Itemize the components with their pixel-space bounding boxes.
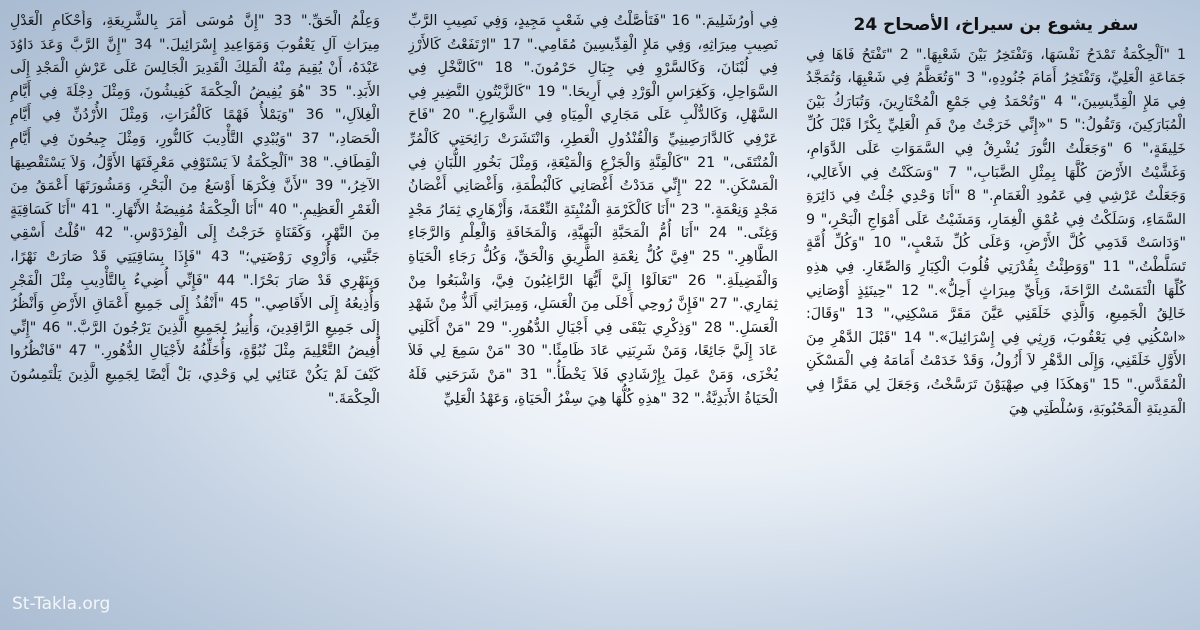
chapter-page xyxy=(10,10,1190,590)
column-text-middle: فِي أُورُشَلِيمَ." 16 "فَتَأَصَّلْتُ فِي شَعْبٍ مَجِيدٍ، وَفِي نَصِيبِ الرَّبِّ نَصِيبِ مِيرَاثِهِ، وَفِي مَلإِ الْقِدِّيسِينَ مُقَامِي." 17 "ارْتَفَعْتُ كَالأَرْزِ فِي لُبْنَانَ، وَكَالسَّرْوِ فِي جِبَالِ حَرْمُونَ." 18 "كَالنَّخْلِ فِي السَّوَاحِلِ، وَكَغِرَاسِ الْوَرْدِ فِي أَرِيحَا." 19 "كَالزَّيْتُونِ النَّضِيرِ فِي السَّهْلِ، وَكَالدُّلْبِ عَلَى مَجَارِي الْمِيَاهِ فِي الشَّوَارِعِ." 20 "فَاحَ عَرْفِي كَالدَّارَصِينِيِّ وَالْقُنْدُولِ الْعَطِرِ، وَانْتَشَرَتْ رَائِحَتِي كَالْمُرِّ الْمُنْتَقَى،" 21 "كَالْقِنَّةِ وَالْجَزْعِ وَالْمَيْعَةِ، وَمِثْلَ بَخُورِ اللُّبَانِ فِي الْمَسْكَنِ." 22 "إِنِّي مَدَدْتُ أَغْصَانِي كَالْبُطْمَةِ، وَأَغْصَانِي أَغْصَانُ مَجْدٍ وَنِعْمَةٍ." 23 "أَنَا كَالْكَرْمَةِ الْمُنْبِتَةِ النِّعْمَةَ، وَأَزْهَارِي ثِمَارُ مَجْدٍ وَغِنًى." 24 "أَنَا أُمُّ الْمَحَبَّةِ الْبَهِيَّةِ، وَالْمَخَافَةِ وَالْعِلْمِ وَالرَّجَاءِ الطَّاهِرِ." 25 "فِيَّ كُلُّ نِعْمَةِ الطَّرِيقِ وَالْحَقِّ، وَكُلُّ رَجَاءِ الْحَيَاةِ وَالْفَضِيلَةِ." 26 "تَعَالَوْا إِلَيَّ أَيُّهَا الرَّاغِبُونَ فِيَّ، وَاشْبَعُوا مِنْ ثِمَارِي." 27 "فَإِنَّ رُوحِي أَحْلَى مِنَ الْعَسَلِ، وَمِيرَاثِي أَلَذُّ مِنْ شَهْدِ الْعَسَلِ." 28 "وَذِكْرِي يَبْقَى فِي أَجْيَالِ الدُّهُورِ." 29 "مَنْ أَكَلَنِي عَادَ إِلَيَّ جَائِعًا، وَمَنْ شَرِبَنِي عَادَ ظَامِئًا." 30 "مَنْ سَمِعَ لِي فَلاَ يُخْزَى، وَمَنْ عَمِلَ بِإِرْشَادِي فَلاَ يَخْطَأُ." 31 "مَنْ شَرَحَنِي فَلَهُ الْحَيَاةُ الأَبَدِيَّةُ." 32 "هذِهِ كُلُّهَا هِيَ سِفْرُ الْحَيَاةِ، وَعَهْدُ الْعَلِيِّ xyxy=(408,13,778,407)
text-column-middle xyxy=(408,10,778,590)
text-column-left xyxy=(10,10,380,590)
text-column-right xyxy=(806,10,1186,590)
site-watermark: St-Takla.org xyxy=(12,594,111,614)
column-text-left: وَعِلْمُ الْحَقِّ." 33 "إِنَّ مُوسَى أَمَرَ بِالشَّرِيعَةِ، وَأَحْكَامِ الْعَدْلِ مِيرَاثِ آلِ يَعْقُوبَ وَمَوَاعِيدِ إِسْرَائِيلَ." 34 "إِنَّ الرَّبَّ وَعَدَ دَاوُدَ عَبْدَهُ، أَنْ يُقِيمَ مِنْهُ الْمَلِكَ الْقَدِيرَ الْجَالِسَ عَلَى عَرْشِ الْمَجْدِ إِلَى الأَبَدِ." 35 "هُوَ يُفِيضُ الْحِكْمَةَ كَفِيشُونَ، وَمِثْلَ دِجْلَةَ فِي أَيَّامِ الْغِلاَلِ،" 36 "وَيَمْلأُ فَهْمًا كَالْفُرَاتِ، وَمِثْلَ الأُرْدُنِّ فِي أَيَّامِ الْحَصَادِ،" 37 "وَيُبْدِي التَّأْدِيبَ كَالنُّورِ، وَمِثْلَ جِيحُونَ فِي أَيَّامِ الْقِطَافِ." 38 "اَلْحِكْمَةُ لاَ يَسْتَوْفِي مَعْرِفَتَهَا الأَوَّلُ، وَلاَ يَسْتَقْصِيهَا الآخِرُ،" 39 "لأَنَّ فِكْرَهَا أَوْسَعُ مِنَ الْبَحْرِ، وَمَشُورَتَهَا أَعْمَقُ مِنَ الْغَمْرِ الْعَظِيمِ." 40 "أَنَا الْحِكْمَةُ مُفِيضَةُ الأَنْهَارِ." 41 "أَنَا كَسَاقِيَةٍ مِنَ النَّهْرِ، وَكَقَنَاةٍ خَرَجْتُ إِلَى الْفِرْدَوْسِ." 42 "قُلْتُ أَسْقِي جَنَّتِي، وَأُرْوِي رَوْضَتِي؛" 43 "فَإِذَا بِسَاقِيَتِي قَدْ صَارَتْ نَهْرًا، وَبِنَهْرِي قَدْ صَارَ بَحْرًا." 44 "فَإِنِّي أُضِيءُ بِالتَّأْدِيبِ مِثْلَ الْفَجْرِ وَأُذِيعُهُ إِلَى الأَقَاصِي." 45 "أَنْفُذُ إِلَى جَمِيعِ أَعْمَاقِ الأَرْضِ وَأَنْظُرُ إِلَى جَمِيعِ الرَّاقِدِينَ، وَأُنِيرُ لِجَمِيعِ الَّذِينَ يَرْجُونَ الرَّبَّ." 46 "إِنِّي أُفِيضُ التَّعْلِيمَ مِثْلَ نُبُوَّةٍ، وَأُخَلِّفُهُ لأَجْيَالِ الدُّهُورِ." 47 "فَانْظُرُوا كَيْفَ لَمْ يَكُنْ عَنَائِي لِي وَحْدِي، بَلْ أَيْضًا لِجَمِيعِ الَّذِينَ يَلْتَمِسُونَ الْحِكْمَةَ." xyxy=(10,13,380,407)
chapter-title: سفر يشوع بن سيراخ، الأصحاح 24 xyxy=(853,15,1139,35)
column-text-right: 1 "اَلْحِكْمَةُ تَمْدَحُ نَفْسَهَا، وَتَفْتَخِرُ بَيْنَ شَعْبِهَا." 2 "تَفْتَحُ فَاهَا فِي جَمَاعَةِ الْعَلِيِّ، وَتَفْتَخِرُ أَمَامَ جُنُودِهِ،" 3 "وَتُعَظَّمُ فِي شَعْبِهَا، وَتُمَجَّدُ فِي مَلإِ الْقِدِّيسِينَ،" 4 "وَتُحْمَدُ فِي جَمْعِ الْمُخْتَارِينَ، وَتُبَارَكُ بَيْنَ الْمُبَارَكِينَ، وَتَقُولُ:" 5 "«إِنِّي خَرَجْتُ مِنْ فَمِ الْعَلِيِّ بِكْرًا قَبْلَ كُلِّ خَلِيقَةٍ،" 6 "وَجَعَلْتُ النُّورَ يُشْرِقُ فِي السَّمَوَاتِ عَلَى الدَّوَامِ، وَغَشَّيْتُ الأَرْضَ كُلَّهَا بِمِثْلِ الضَّبَابِ،" 7 "وَسَكَنْتُ فِي الأَعَالِي، وَجَعَلْتُ عَرْشِي فِي عَمُودِ الْغَمَامِ." 8 "أَنَا وَحْدِي جُلْتُ فِي دَائِرَةِ السَّمَاءِ، وَسَلَكْتُ فِي عُمْقِ الْغِمَارِ، وَمَشَيْتُ عَلَى أَمْوَاجِ الْبَحْرِ،" 9 "وَدَاسَتْ قَدَمِي كُلَّ الأَرْضِ، وَعَلَى كُلِّ شَعْبٍ،" 10 "وَكُلِّ أُمَّةٍ تَسَلَّطْتُ،" 11 "وَوَطِئْتُ بِقُدْرَتِي قُلُوبَ الْكِبَارِ وَالصِّغَارِ. فِي هذِهِ كُلِّهَا الْتَمَسْتُ الرَّاحَةَ، وَبِأَيِّ مِيرَاثٍ أَحِلُّ»." 12 "حِينَئِذٍ أَوْصَانِي خَالِقُ الْجَمِيعِ، وَالَّذِي خَلَقَنِي عَيَّنَ مَقَرَّ مَسْكِنِي،" 13 "وَقَالَ: «اسْكُنِي فِي يَعْقُوبَ، وَرِثِي فِي إِسْرَائِيلَ»." 14 "قَبْلَ الدَّهْرِ مِنَ الأَوَّلِ خَلَقَنِي، وَإِلَى الدَّهْرِ لاَ أَزُولُ، وَقَدْ خَدَمْتُ أَمَامَهُ فِي الْمَسْكَنِ الْمُقَدَّسِ." 15 "وَهكَذَا فِي صِهْيَوْنَ تَرَسَّخْتُ، وَجَعَلَ لِي مَقَرًّا فِي الْمَدِينَةِ الْمَحْبُوبَةِ، وَسُلْطَتِي هِيَ xyxy=(806,46,1186,417)
